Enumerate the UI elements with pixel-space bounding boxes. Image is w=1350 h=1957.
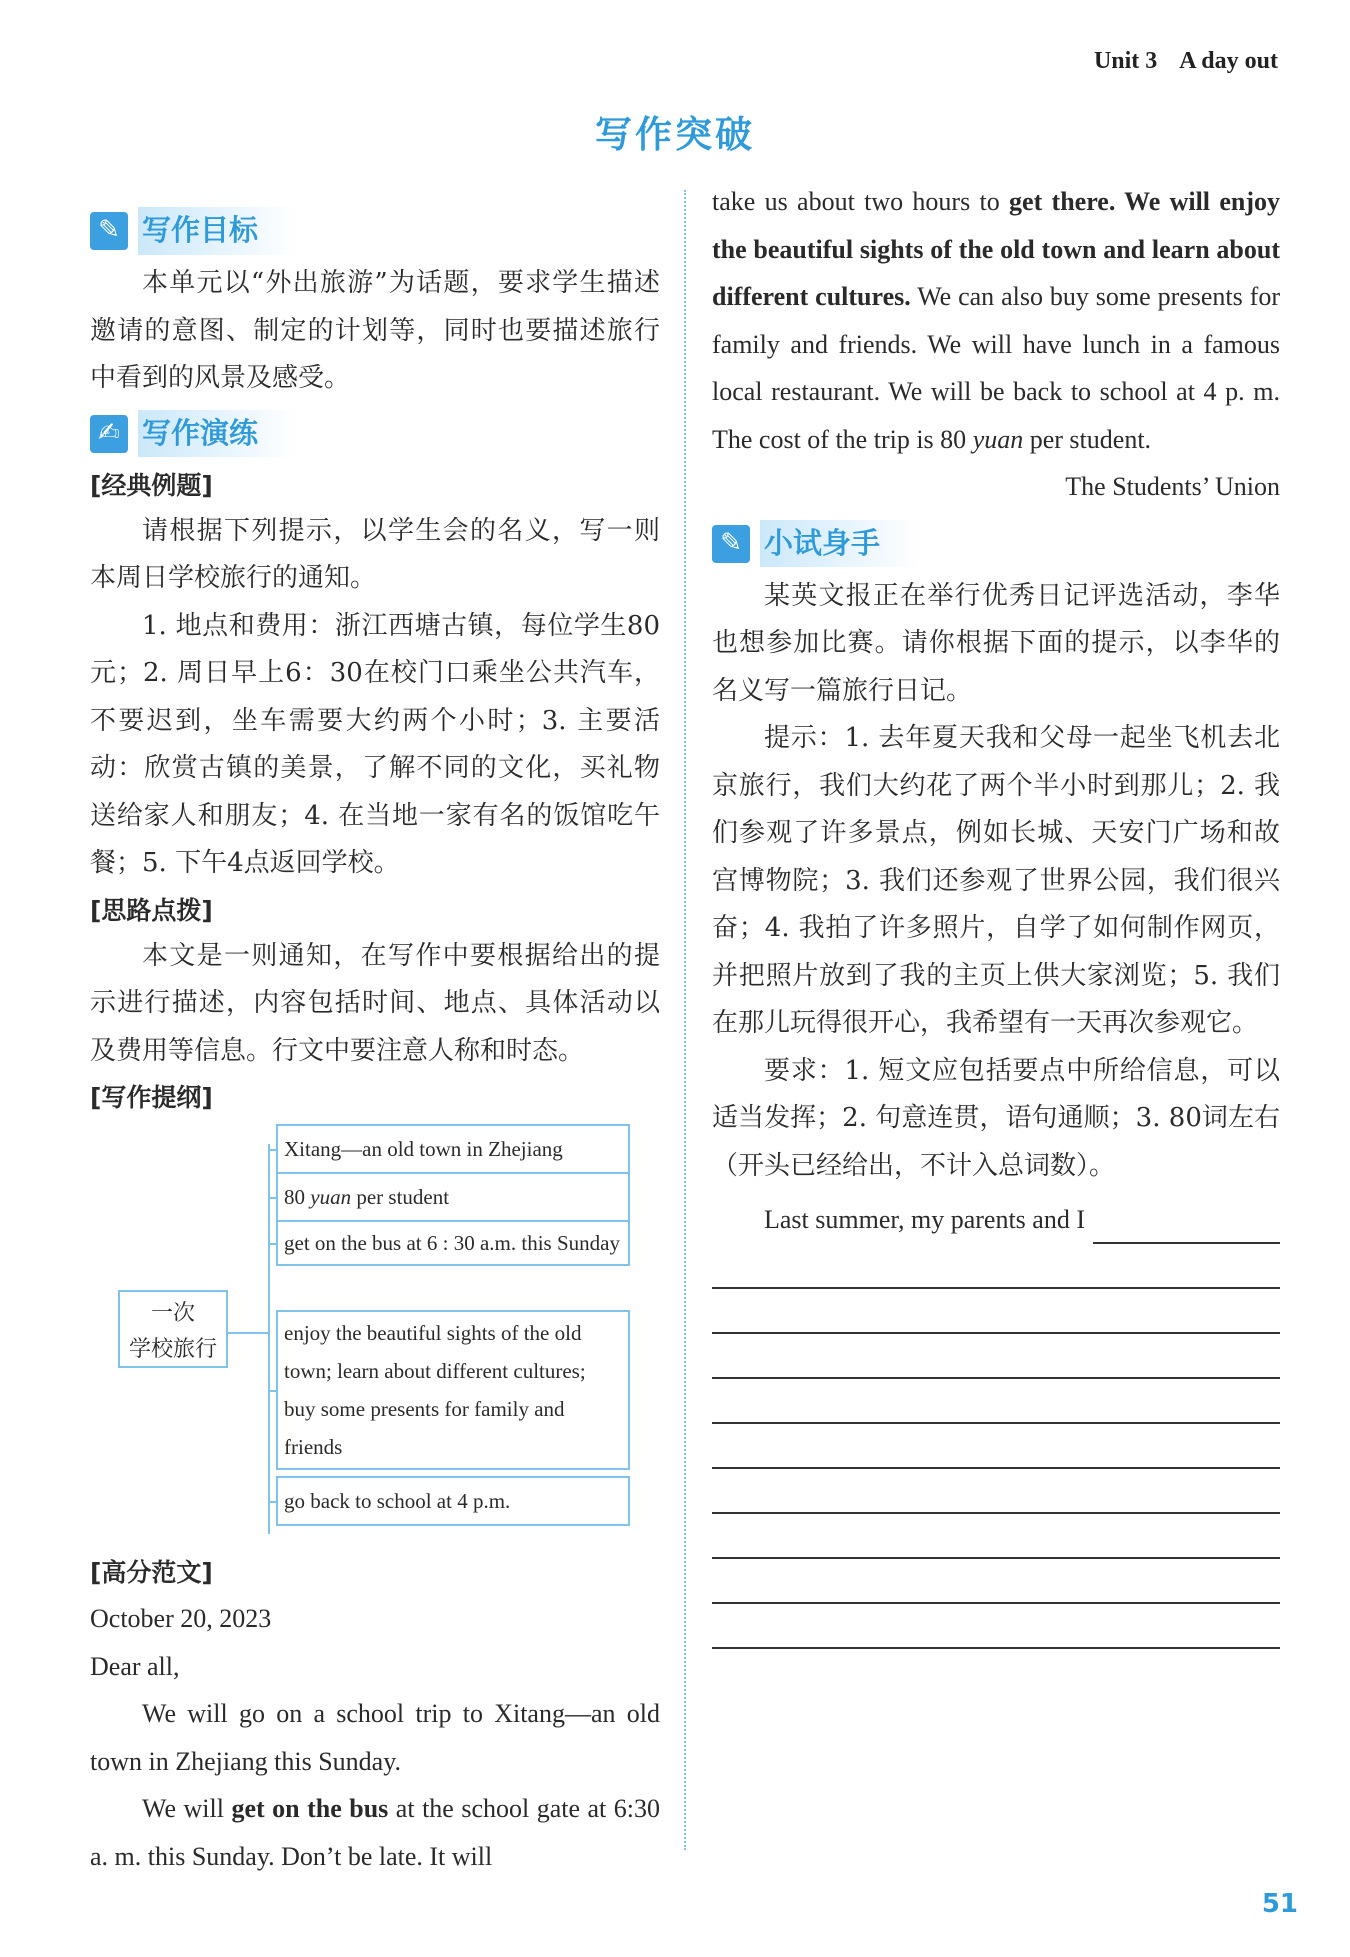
try-text: 某英文报正在举行优秀日记评选活动，李华也想参加比赛。请你根据下面的提示，以李华的名义写一篇旅行日记。 (712, 580, 1280, 706)
outline-root-connector (228, 1332, 268, 1334)
goal-section-heading (90, 206, 660, 256)
answer-line-5[interactable] (712, 1424, 1280, 1469)
outline-root (118, 1290, 228, 1368)
cont-yuan: yuan (972, 424, 1024, 454)
page-title: 写作突破 (595, 113, 755, 156)
sample-label: [高分范文] (90, 1558, 213, 1587)
unit-label: Unit 3 (1093, 48, 1158, 74)
tips-label: [思路点拨] (90, 895, 213, 925)
try-heading: 小试身手 (760, 520, 920, 568)
example-points: 1. 地点和费用：浙江西塘古镇，每位学生80元；2. 周日早上6：30在校门口乘坐公共汽车，不要迟到，坐车需要大约两个小时；3. 主要活动：欣赏古镇的美景，了解不同的文化，买礼物送给家人和朋友；4. 在当地一家有名的饭馆吃午餐；5. 下午4点返回学校。 (90, 610, 660, 878)
right-column (712, 178, 1280, 1649)
cont-1: take us about two hours to (712, 187, 1010, 216)
answer-line-1[interactable] (712, 1244, 1280, 1289)
try-section-heading (712, 519, 1280, 569)
outline-connector (268, 1144, 270, 1534)
outline-label: [写作提纲] (90, 1083, 213, 1112)
outline-branch-return: go back to school at 4 p.m. (276, 1476, 630, 1526)
answer-line-3[interactable] (712, 1334, 1280, 1379)
cont-3: We can also buy some presents for family and friends. We will have lunch in a famous local restaurant. We will be back to school at 4 p. m. The cost of the trip is 80 (712, 282, 1280, 454)
answer-line-7[interactable] (712, 1514, 1280, 1559)
pencil-icon: ✎ (90, 212, 128, 250)
writer-icon: ✍ (90, 415, 128, 453)
cont-key-phrase-2: We will enjoy the beautiful sights of the old town and learn about different cultures. (712, 187, 1280, 311)
cont-end: per student. (1023, 424, 1152, 454)
running-header (1072, 48, 1278, 75)
outline-cost-amount: 80 (284, 1185, 311, 1209)
letter-greeting: Dear all, (90, 1651, 180, 1681)
page-number: 51 (1261, 1889, 1298, 1919)
writing-outline-diagram (90, 1124, 660, 1544)
answer-blank-0[interactable] (1093, 1208, 1280, 1244)
outline-root-line1: 一次 (150, 1301, 195, 1326)
practice-heading: 写作演练 (138, 410, 298, 458)
outline-branch-cost (276, 1172, 630, 1222)
para2-end: at the school gate at 6:30 a. m. this Sunday. Don’t be late. It will (90, 1794, 661, 1871)
letter-paragraph-2 (90, 1785, 660, 1880)
letter-date: October 20, 2023 (90, 1604, 272, 1633)
example-text: 请根据下列提示，以学生会的名义，写一则本周日学校旅行的通知。 (90, 515, 660, 593)
unit-title: A day out (1179, 48, 1278, 74)
try-requirements: 要求：1. 短文应包括要点中所给信息，可以适当发挥；2. 句意连贯，语句通顺；3. 80词左右（开头已经给出，不计入总词数）。 (712, 1055, 1280, 1181)
para2-key-phrase: get on the bus (231, 1794, 389, 1823)
edit-icon: ✎ (712, 525, 750, 563)
goal-text: 本单元以“外出旅游”为话题，要求学生描述邀请的意图、制定的计划等，同时也要描述旅行中看到的风景及感受。 (90, 268, 660, 393)
answer-first-line (712, 1196, 1280, 1244)
letter-continuation (712, 178, 1280, 463)
tips-text: 本文是一则通知，在写作中要根据给出的提示进行描述，内容包括时间、地点、具体活动以及费用等信息。行文中要注意人称和时态。 (90, 940, 660, 1066)
diary-start: Last summer, my parents and I (764, 1205, 1085, 1234)
example-label: [经典例题] (90, 470, 213, 500)
outline-cost-unit: yuan (310, 1185, 352, 1209)
column-divider (684, 190, 686, 1850)
outline-cost-rest: per student (351, 1185, 450, 1209)
outline-branch-activities: enjoy the beautiful sights of the old town; learn about different cultures; buy some presents for family and friends (276, 1310, 630, 1470)
practice-section-heading (90, 409, 660, 459)
cont-key-phrase-1: get there. (1009, 187, 1116, 216)
letter-paragraph-1: We will go on a school trip to Xitang—an old town in Zhejiang this Sunday. (90, 1699, 660, 1776)
answer-line-6[interactable] (712, 1469, 1280, 1514)
try-hints: 提示：1. 去年夏天我和父母一起坐飞机去北京旅行，我们大约花了两个半小时到那儿；2. 我们参观了许多景点，例如长城、天安门广场和故宫博物院；3. 我们还参观了世界公园，我们很兴奋；4. 我拍了许多照片，自学了如何制作网页，并把照片放到了我的主页上供大家浏览；5. 我们在那儿玩得很开心，我希望有一天再次参观它。 (712, 723, 1280, 1038)
answer-line-2[interactable] (712, 1289, 1280, 1334)
answer-line-4[interactable] (712, 1379, 1280, 1424)
answer-line-8[interactable] (712, 1559, 1280, 1604)
letter-signature: The Students’ Union (1065, 472, 1280, 501)
answer-line-9[interactable] (712, 1604, 1280, 1649)
outline-root-line2: 学校旅行 (128, 1337, 217, 1362)
para2-start: We will (142, 1794, 232, 1823)
goal-heading: 写作目标 (138, 207, 298, 255)
left-column (90, 200, 660, 1880)
outline-branch-place: Xitang—an old town in Zhejiang (276, 1124, 630, 1174)
outline-branch-time: get on the bus at 6 : 30 a.m. this Sunday (276, 1220, 630, 1266)
